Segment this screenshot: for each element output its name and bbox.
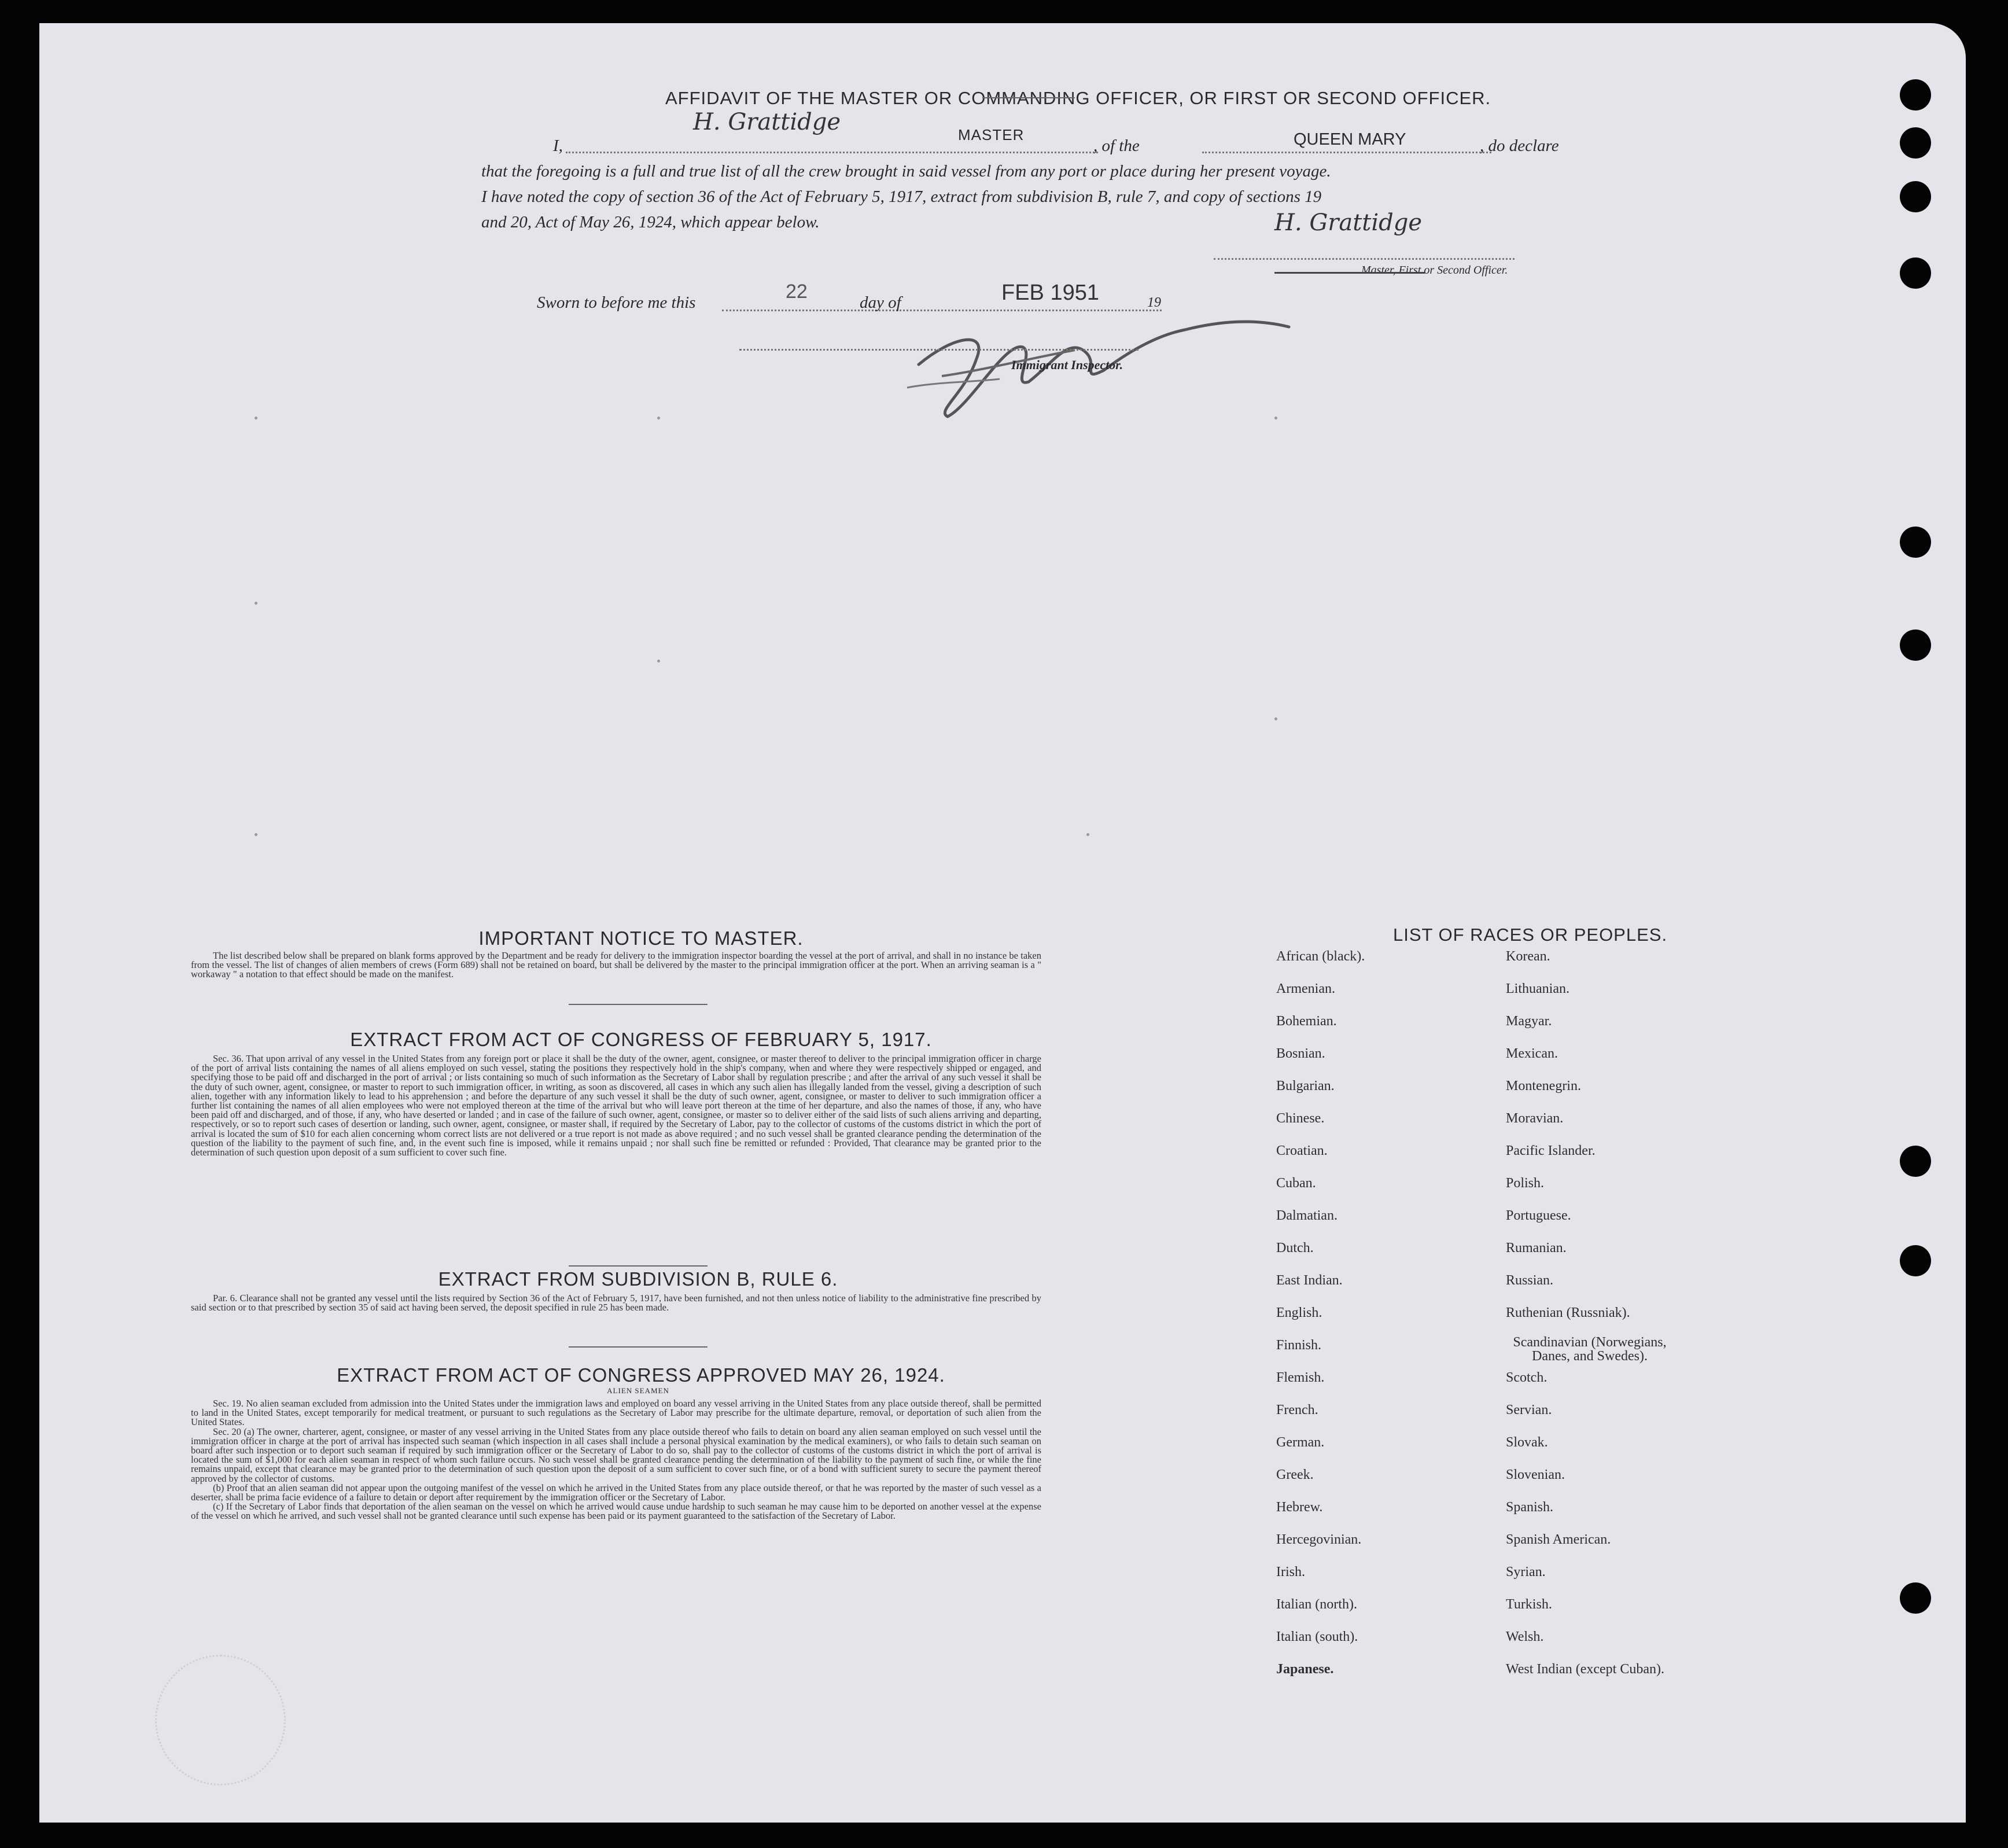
race-item: Scandinavian (Norwegians, Danes, and Swedes).: [1513, 1335, 1667, 1364]
race-item: Japanese.: [1276, 1662, 1334, 1677]
affidavit-line-4: and 20, Act of May 26, 1924, which appear below.: [481, 213, 820, 231]
sworn-prefix: Sworn to before me this: [537, 293, 696, 312]
binder-hole: [1900, 257, 1931, 289]
master-caption: Master, First or Second Officer.: [1361, 264, 1508, 277]
race-item: Russian.: [1506, 1273, 1554, 1288]
race-item: Turkish.: [1506, 1597, 1552, 1612]
race-item: Finnish.: [1276, 1338, 1322, 1353]
race-item: Irish.: [1276, 1564, 1305, 1580]
race-item: Italian (south).: [1276, 1629, 1358, 1644]
race-item: Dutch.: [1276, 1240, 1314, 1256]
inspector-caption: Immigrant Inspector.: [1011, 358, 1123, 372]
race-item: Ruthenian (Russniak).: [1506, 1305, 1630, 1320]
race-item: Bulgarian.: [1276, 1078, 1335, 1094]
race-item: Hercegovinian.: [1276, 1532, 1362, 1547]
signature-line: [1214, 258, 1515, 260]
race-item: Montenegrin.: [1506, 1078, 1581, 1094]
race-item: Magyar.: [1506, 1014, 1552, 1029]
race-item: Polish.: [1506, 1176, 1545, 1191]
rule-6-text: Par. 6. Clearance shall not be granted any vessel until the lists required by Section 36 of the Act of February 5, 1917, have been furnished, and not then unless notice of liability to the administrative fine prescribed by said section or to that prescribed by section 35 of said act having been served, the deposit specified in rule 25 has been made.: [191, 1293, 1041, 1313]
race-item: Armenian.: [1276, 981, 1335, 996]
race-item: German.: [1276, 1435, 1325, 1450]
race-item: Bohemian.: [1276, 1014, 1337, 1029]
race-item: Greek.: [1276, 1467, 1314, 1482]
race-item: Italian (north).: [1276, 1597, 1357, 1612]
binder-hole: [1900, 79, 1931, 111]
race-item: Servian.: [1506, 1402, 1552, 1418]
race-item: Chinese.: [1276, 1111, 1325, 1126]
race-item: Spanish.: [1506, 1500, 1554, 1515]
race-item: Pacific Islander.: [1506, 1143, 1596, 1158]
affidavit-title: AFFIDAVIT OF THE MASTER OR COMMANDING OFFICER, OR FIRST OR SECOND OFFICER.: [665, 88, 1491, 108]
race-item: Spanish American.: [1506, 1532, 1611, 1547]
divider: [982, 97, 1075, 98]
year-prefix: 19: [1147, 295, 1161, 310]
races-title: LIST OF RACES OR PEOPLES.: [1393, 925, 1668, 945]
race-item: Syrian.: [1506, 1564, 1546, 1580]
race-item: African (black).: [1276, 949, 1365, 964]
race-item: Slovenian.: [1506, 1467, 1565, 1482]
binder-hole: [1900, 127, 1931, 159]
race-item: West Indian (except Cuban).: [1506, 1662, 1664, 1677]
faint-stamp: [155, 1655, 286, 1786]
day-of-label: day of: [860, 293, 901, 312]
master-signature-name: H. Grattidge: [693, 109, 841, 135]
binder-hole: [1900, 1245, 1931, 1276]
manifest-page: [39, 23, 1966, 1823]
act-1924-body: [191, 1399, 1041, 1521]
binder-hole: [1900, 527, 1931, 558]
act-1917-text: Sec. 36. That upon arrival of any vessel in the United States from any foreign port or place it shall be the duty of the owner, agent, consignee, or master thereof to deliver to the principal immigration officer in charge of the port of arrival lists containing the names of all aliens employed on such vessel, stating the positions they respectively hold in the ship's company, when and where they were respectively shipped or engaged, and specifying those to be paid off and discharged in the port of arrival ; or lists containing so much of such information as the Secretary of Labor shall by regulation prescribe ; and after the arrival of any such vessel it shall be the duty of such owner, agent, consignee, or master to report to such immigration officer, in writing, as soon as discovered, all cases in which any such alien has illegally landed from the vessel, giving a description of such alien, together with any information likely to lead to his apprehension ; and before the departure of any such vessel it shall be the duty of such owner, agent, consignee, or master to deliver to such immigration officer a further list containing the names of all alien employees who were not employed thereon at the time of the arrival but who will leave port thereon at the time of her departure, and also the names of those, if any, who have been paid off and discharged, and of those, if any, who have deserted or landed ; and in case of the failure of such owner, agent, consignee, or master so to deliver either of the said lists of such aliens arriving and departing, respectively, or so to report such cases of desertion or landing, such owner, agent, consignee, or master shall, if required by the Secretary of Labor, pay to the collector of customs of the customs district in which the port of arrival is located the sum of $10 for each alien concerning whom correct lists are not delivered or a true report is not made as above required ; and no such vessel shall be granted clearance pending the determination of the question of the liability to the payment of such fine, and, in the event such fine is imposed, while it remains unpaid ; nor shall such fine be remitted or refunded : Provided, That clearance may be granted prior to the determination of such question upon deposit of a sum sufficient to cover such fine.: [191, 1053, 1041, 1158]
notice-body: [191, 951, 1041, 980]
race-item: Mexican.: [1506, 1046, 1558, 1061]
rule-6-body: [191, 1294, 1041, 1312]
do-declare-label: , do declare: [1480, 137, 1559, 155]
act-1924-sec-19: Sec. 19. No alien seaman excluded from admission into the United States under the immigration laws and employed on board any vessel arriving in the United States from any place outside thereof, shall be permitted to land in the United States, except temporarily for medical treatment, or pursuant to such regulations as the Secretary of Labor may prescribe for the ultimate departure, removal, or deportation of such alien from the United States.: [191, 1398, 1041, 1428]
sworn-day: 22: [786, 281, 808, 303]
race-item: Bosnian.: [1276, 1046, 1325, 1061]
race-item: Hebrew.: [1276, 1500, 1323, 1515]
act-1917-heading: EXTRACT FROM ACT OF CONGRESS OF FEBRUARY 5, 1917.: [350, 1029, 932, 1050]
fill-line: [1202, 152, 1491, 153]
binder-hole: [1900, 181, 1931, 212]
race-item: English.: [1276, 1305, 1322, 1320]
master-signature: H. Grattidge: [1274, 209, 1423, 236]
race-item: Flemish.: [1276, 1370, 1325, 1385]
divider: [569, 1346, 708, 1348]
divider: [569, 1004, 708, 1005]
race-item: Portuguese.: [1506, 1208, 1571, 1223]
race-item: East Indian.: [1276, 1273, 1343, 1288]
race-item: French.: [1276, 1402, 1318, 1418]
act-1924-sec-20c: (c) If the Secretary of Labor finds that deportation of the alien seaman on the vessel on which he arrived would cause undue hardship to such seaman he may cause him to be deported on another vessel at the expense of the vessel on which he arrived, and such vessel shall not be granted clearance until such expense has been paid or its payment guaranteed to the satisfaction of the Secretary of Labor.: [191, 1501, 1041, 1522]
binder-hole: [1900, 1582, 1931, 1614]
race-item: Korean.: [1506, 949, 1550, 964]
act-1924-sec-20a: Sec. 20 (a) The owner, charterer, agent, consignee, or master of any vessel arriving in the United States from any place outside thereof who fails to detain on board any alien seaman employed on such vessel until the immigration officer in charge at the port of arrival has inspected such seaman (which inspection in all cases shall include a personal physical examination by the medical examiners), or who fails to detain such seaman on board after such inspection or to deport such seaman if required by such immigration officer or the Secretary of Labor to do so, shall pay to the collector of customs of the customs district in which the port of arrival is located the sum of $1,000 for each alien seaman in respect of whom such failure occurs. No such vessel shall be granted clearance pending the determination of the liability to the payment of such fine, or while the fine remains unpaid, except that clearance may be granted prior to the determination of such question upon the deposit of a sum sufficient to cover such fine, or of a bond with sufficient surety to secure the payment thereof approved by the collector of customs.: [191, 1426, 1041, 1484]
sworn-date-stamp: FEB 1951: [1001, 281, 1099, 305]
race-item: Rumanian.: [1506, 1240, 1567, 1256]
act-1924-heading: EXTRACT FROM ACT OF CONGRESS APPROVED MAY 26, 1924.: [337, 1364, 945, 1386]
race-item: Slovak.: [1506, 1435, 1548, 1450]
of-the-label: , of the: [1093, 137, 1140, 155]
inspector-line: [739, 349, 1139, 351]
strikethrough: [1274, 272, 1425, 274]
affidavit-line-3: I have noted the copy of section 36 of the Act of February 5, 1917, extract from subdivision B, rule 7, and copy of sections 19: [481, 187, 1322, 206]
binder-hole: [1900, 630, 1931, 661]
notice-heading: IMPORTANT NOTICE TO MASTER.: [478, 927, 804, 949]
affidavit-i-label: I,: [553, 137, 563, 155]
act-1917-body: [191, 1054, 1041, 1157]
fill-line: [566, 152, 1098, 153]
race-item: Croatian.: [1276, 1143, 1328, 1158]
race-item: Cuban.: [1276, 1176, 1316, 1191]
master-rank: MASTER: [958, 126, 1025, 143]
notice-text: The list described below shall be prepared on blank forms approved by the Department and be ready for delivery to the immigration inspector boarding the vessel at the port of arrival, and shall in no instance be taken from the vessel. The list of changes of alien members of crews (Form 689) shall not be retained on board, but shall be delivered by the master to the principal immigration officer at the port. When an arriving seaman is a " workaway " a notation to that effect should be made on the manifest.: [191, 950, 1041, 980]
race-item: Lithuanian.: [1506, 981, 1569, 996]
act-1924-sec-20b: (b) Proof that an alien seaman did not appear upon the outgoing manifest of the vessel on which he arrived in the United States from any place outside thereof, or that he was reported by the master of such vessel as a deserter, shall be prima facie evidence of a failure to detain or deport after requirement by the immigration officer or the Secretary of Labor.: [191, 1482, 1041, 1503]
affidavit-line-2: that the foregoing is a full and true list of all the crew brought in said vessel from any port or place during her present voyage.: [481, 162, 1331, 181]
race-item: Welsh.: [1506, 1629, 1544, 1644]
binder-hole: [1900, 1146, 1931, 1177]
act-1924-subheading: ALIEN SEAMEN: [607, 1386, 669, 1395]
race-item: Dalmatian.: [1276, 1208, 1338, 1223]
vessel-name: QUEEN MARY: [1294, 130, 1406, 149]
rule-6-heading: EXTRACT FROM SUBDIVISION B, RULE 6.: [438, 1268, 838, 1290]
race-item: Moravian.: [1506, 1111, 1564, 1126]
divider: [569, 1265, 708, 1267]
race-item: Scotch.: [1506, 1370, 1548, 1385]
